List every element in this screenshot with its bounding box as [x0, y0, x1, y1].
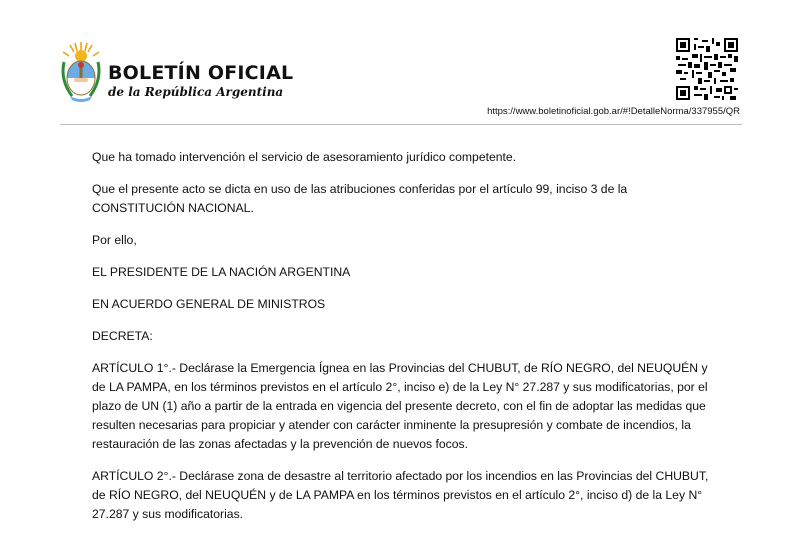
document-url[interactable]: https://www.boletinoficial.gob.ar/#!DetalleNorma/337955/QR	[487, 106, 740, 117]
paragraph: DECRETA:	[92, 329, 153, 343]
publication-subtitle: de la República Argentina	[108, 85, 284, 99]
argentina-coat-of-arms-icon	[58, 40, 104, 104]
paragraph: EN ACUERDO GENERAL DE MINISTROS	[92, 297, 326, 311]
document-header	[0, 0, 800, 128]
article-paragraph: ARTÍCULO 1°.- Declárase la Emergencia Ígnea en las Provincias del CHUBUT, de RÍO NEGRO, del NEUQUÉN y de LA PAMPA, en los términos previstos en el artículo 2°, inciso e) de la Ley N° 27.287 y sus modificatorias, por el plazo de UN (1) año a partir de la entrada en vigencia del presente decreto, con el fin de adoptar las medidas que resulten necesarias para propiciar y atender con carácter inminente la presupresión y combate de incendios, la restauración de las zonas afectadas y la prevención de nuevos focos.	[92, 361, 708, 451]
paragraph: Que ha tomado intervención el servicio de asesoramiento jurídico competente.	[92, 150, 517, 164]
qr-code-icon[interactable]	[676, 38, 738, 100]
paragraph: Por ello,	[92, 233, 137, 247]
paragraph: EL PRESIDENTE DE LA NACIÓN ARGENTINA	[92, 265, 351, 279]
publication-title: BOLETÍN OFICIAL	[108, 62, 294, 84]
article-paragraph: ARTÍCULO 2°.- Declárase zona de desastre al territorio afectado por los incendios en las Provincias del CHUBUT, de RÍO NEGRO, del NEUQUÉN y de LA PAMPA en los términos previstos en el artículo 2°, inciso d) de la Ley N° 27.287 y sus modificatorias.	[92, 469, 709, 521]
header-divider	[60, 124, 742, 125]
document-body	[92, 148, 712, 537]
paragraph: Que el presente acto se dicta en uso de las atribuciones conferidas por el artículo 99, inciso 3 de la CONSTITUCIÓN NACIONAL.	[92, 182, 628, 215]
